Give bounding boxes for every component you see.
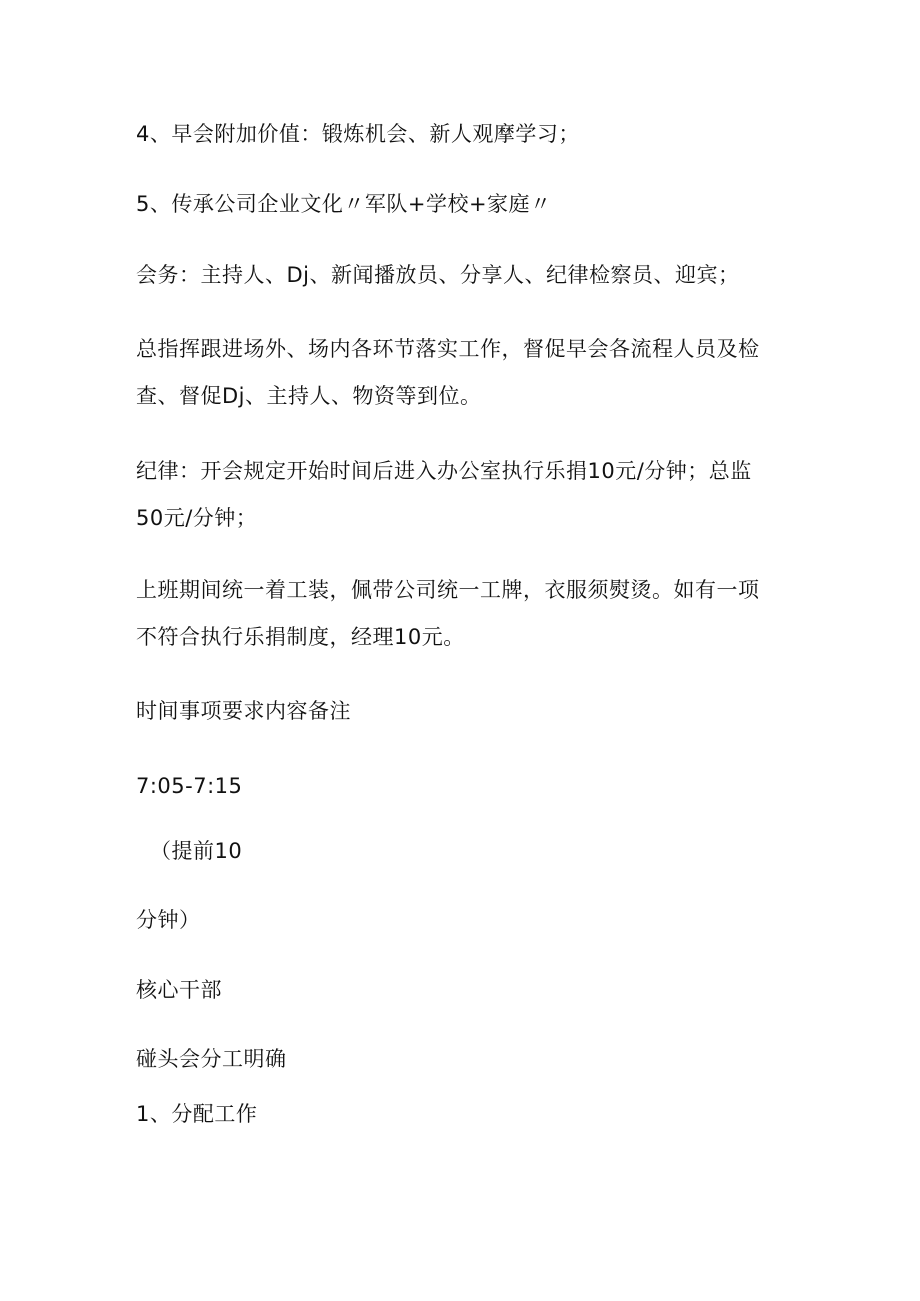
paragraph-meeting-roles: 会务：主持人、Dj、新闻播放员、分享人、纪律检察员、迎宾； bbox=[136, 263, 740, 287]
advance-note-line-2: 分钟） bbox=[136, 908, 201, 932]
paragraph-dress-code-line-1: 上班期间统一着工装，佩带公司统一工牌，衣服须熨烫。如有一项 bbox=[136, 578, 760, 602]
paragraph-discipline-line-2: 50元/分钟； bbox=[136, 506, 258, 530]
paragraph-dress-code-line-2: 不符合执行乐捐制度，经理10元。 bbox=[136, 625, 465, 649]
paragraph-commander-line-1: 总指挥跟进场外、场内各环节落实工作，督促早会各流程人员及检 bbox=[136, 337, 760, 361]
paragraph-commander-line-2: 查、督促Dj、主持人、物资等到位。 bbox=[136, 384, 482, 408]
table-header-text: 时间事项要求内容备注 bbox=[136, 699, 351, 723]
paragraph-discipline-line-1: 纪律：开会规定开始时间后进入办公室执行乐捐10元/分钟；总监 bbox=[136, 459, 752, 483]
core-cadre: 核心干部 bbox=[136, 978, 222, 1002]
paragraph-company-culture: 5、传承公司企业文化〃军队+学校+家庭〃 bbox=[136, 192, 552, 216]
assign-work: 1、分配工作 bbox=[136, 1102, 258, 1126]
paragraph-morning-meeting-value: 4、早会附加价值：锻炼机会、新人观摩学习； bbox=[136, 122, 580, 146]
time-range: 7:05-7:15 bbox=[136, 774, 243, 798]
advance-note-line-1: （提前10 bbox=[150, 839, 243, 863]
briefing-division: 碰头会分工明确 bbox=[136, 1047, 287, 1071]
